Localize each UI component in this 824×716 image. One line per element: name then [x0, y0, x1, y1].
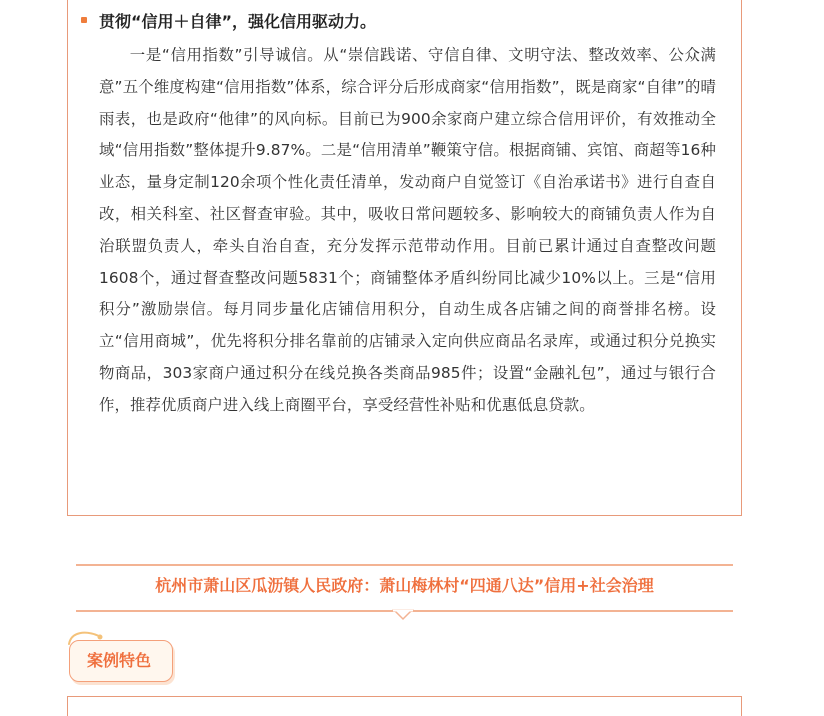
case-feature-badge: [65, 636, 175, 684]
section-heading: 贯彻“信用＋自律”，强化信用驱动力。: [99, 12, 377, 31]
case-title: 杭州市萧山区瓜沥镇人民政府：萧山梅林村“四通八达”信用+社会治理: [155, 576, 654, 595]
badge-label: 案例特色: [86, 651, 151, 670]
banner-notch-icon: [394, 610, 412, 622]
case-title-banner: [76, 564, 733, 612]
banner-top-line: [76, 564, 733, 566]
bullet-icon: [81, 17, 87, 23]
next-content-box: [67, 696, 742, 716]
section-paragraph: 一是“信用指数”引导诚信。从“崇信践诺、守信自律、文明守法、整改效率、公众满意”五个维度构建“信用指数”体系，综合评分后形成商家“信用指数”，既是商家“自律”的晴雨表，也是政府“他律”的风向标。目前已为900余家商户建立综合信用评价，有效推动全域“信用指数”整体提升9.87%。二是“信用清单”鞭策守信。根据商铺、宾馆、商超等16种业态，量身定制120余项个性化责任清单，发动商户自觉签订《自治承诺书》进行自查自改，相关科室、社区督查审验。其中，吸收日常问题较多、影响较大的商铺负责人作为自治联盟负责人，牵头自治自查，充分发挥示范带动作用。目前已累计通过自查整改问题1608个，通过督查整改问题5831个；商铺整体矛盾纠纷同比减少10%以上。三是“信用积分”激励崇信。每月同步量化店铺信用积分，自动生成各店铺之间的商誉排名榜。设立“信用商城”，优先将积分排名靠前的店铺录入定向供应商品名录库，或通过积分兑换实物商品，303家商户通过积分在线兑换各类商品985件；设置“金融礼包”，通过与银行合作，推荐优质商户进入线上商圈平台，享受经营性补贴和优惠低息贷款。: [99, 46, 716, 414]
